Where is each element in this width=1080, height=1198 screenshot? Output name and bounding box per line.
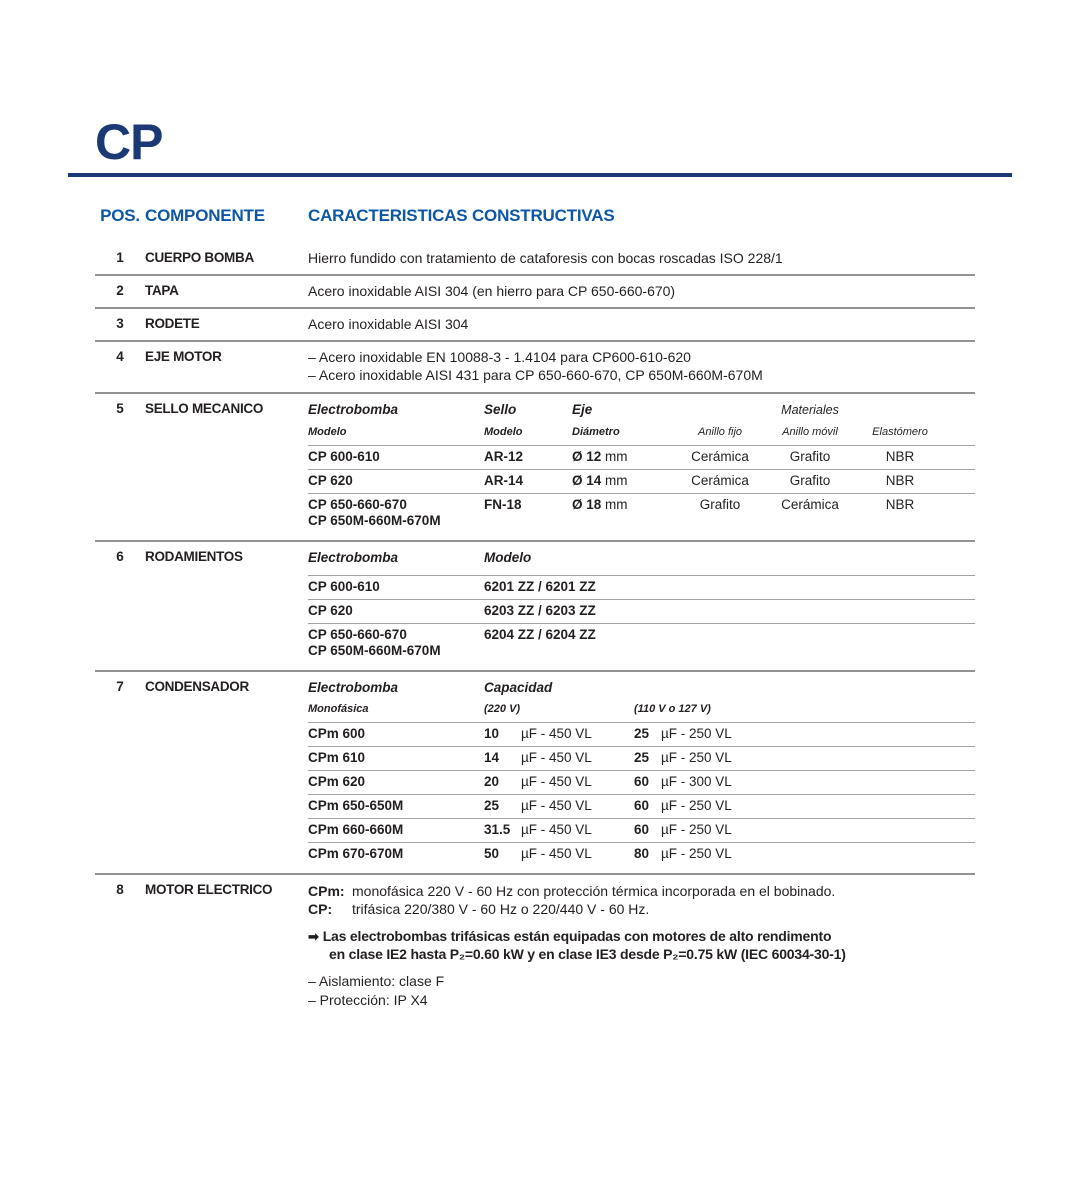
subheader-diametro: Diámetro: [572, 426, 620, 438]
capacitor-row: [308, 843, 975, 866]
subheader-anillo-fijo: Anillo fijo: [697, 426, 743, 438]
pos-number: 1: [116, 250, 124, 265]
subheader-110v: (110 V o 127 V): [634, 703, 711, 715]
table-row-tapa: [95, 276, 975, 309]
subheader-monofasica: Monofásica: [308, 703, 369, 715]
pump-model: CP 620: [308, 603, 353, 618]
capacitor-row: [308, 747, 975, 771]
capacity-110v: 60 µF - 300 VL: [634, 774, 732, 789]
mobile-ring-material: Grafito: [789, 449, 831, 464]
capacity-110v: 25 µF - 250 VL: [634, 750, 732, 765]
subtable-header-electrobomba: Electrobomba: [308, 402, 399, 417]
col-header-componente: COMPONENTE: [145, 206, 265, 225]
seal-subtable: [308, 401, 975, 533]
pump-model: CP 650-660-670 CP 650M-660M-670M: [308, 497, 441, 528]
page-title: CP: [95, 114, 163, 170]
pos-number: 7: [116, 679, 124, 694]
capacity-220v: 14 µF - 450 VL: [484, 750, 592, 765]
capacity-220v: 20 µF - 450 VL: [484, 774, 592, 789]
component-name: TAPA: [145, 283, 179, 298]
subtable-header-electrobomba: Electrobomba: [308, 550, 399, 565]
capacitor-row: [308, 795, 975, 819]
bearing-model: 6201 ZZ / 6201 ZZ: [484, 579, 596, 594]
subheader-modelo: Modelo: [308, 426, 347, 438]
bearing-model: 6204 ZZ / 6204 ZZ: [484, 627, 596, 642]
elastomer-material: NBR: [885, 473, 915, 488]
arrow-icon: ➡: [308, 929, 319, 944]
subtable-header-capacidad: Capacidad: [484, 680, 553, 695]
subtable-header-sello: Sello: [484, 402, 517, 417]
table-header-row: [95, 206, 975, 226]
subtable-header-electrobomba: Electrobomba: [308, 680, 399, 695]
table-row-sello-mecanico: [95, 394, 975, 542]
bearing-row: [308, 600, 975, 624]
efficiency-note: ➡ Las electrobombas trifásicas están equipadas con motores de alto rendimento en clase IE2 hasta P₂=0.60 kW y en clase IE3 desde P₂=0.75 kW (IEC 60034-30-1): [308, 928, 846, 962]
pump-model: CP 650-660-670 CP 650M-660M-670M: [308, 627, 441, 658]
shaft-diameter: Ø 18 mm: [572, 497, 628, 512]
seal-row: [308, 494, 975, 533]
component-description: [308, 348, 975, 385]
bearing-subtable: [308, 549, 975, 663]
component-name: EJE MOTOR: [145, 349, 222, 364]
pump-model: CP 620: [308, 473, 353, 488]
fixed-ring-material: Cerámica: [691, 449, 749, 464]
description-line: – Acero inoxidable EN 10088-3 - 1.4104 para CP600-610-620: [308, 349, 691, 365]
seal-model: AR-12: [484, 449, 524, 464]
table-row-motor-electrico: [95, 875, 975, 1016]
capacity-110v: 60 µF - 250 VL: [634, 822, 732, 837]
capacitor-row: [308, 771, 975, 795]
component-description: Hierro fundido con tratamiento de cataforesis con bocas roscadas ISO 228/1: [308, 250, 783, 266]
elastomer-material: NBR: [885, 497, 915, 512]
capacitor-subtable-subheader: [308, 701, 975, 723]
pump-model: CP 600-610: [308, 449, 380, 464]
capacitor-row: [308, 819, 975, 843]
seal-subtable-subheader: [308, 424, 975, 446]
pump-model: CPm 650-650M: [308, 798, 404, 813]
mobile-ring-material: Cerámica: [781, 497, 839, 512]
table-body: [95, 243, 975, 1016]
bearing-subtable-header: [308, 549, 975, 576]
pump-model: CPm 670-670M: [308, 846, 404, 861]
bearing-model: 6203 ZZ / 6203 ZZ: [484, 603, 596, 618]
capacity-220v: 31.5 µF - 450 VL: [484, 822, 592, 837]
component-description: Acero inoxidable AISI 304 (en hierro para CP 650-660-670): [308, 283, 676, 299]
seal-row: [308, 470, 975, 494]
seal-model: AR-14: [484, 473, 524, 488]
component-name: CONDENSADOR: [145, 679, 249, 694]
protection-class: – Protección: IP X4: [308, 991, 428, 1008]
capacitor-row: [308, 723, 975, 747]
pos-number: 4: [116, 349, 124, 364]
pos-number: 8: [116, 882, 124, 897]
shaft-diameter: Ø 12 mm: [572, 449, 628, 464]
subtable-header-materiales: Materiales: [781, 403, 839, 417]
component-name: RODETE: [145, 316, 200, 331]
capacity-110v: 25 µF - 250 VL: [634, 726, 732, 741]
pump-model: CPm 600: [308, 726, 366, 741]
pump-model: CPm 660-660M: [308, 822, 404, 837]
subheader-anillo-movil: Anillo móvil: [782, 426, 838, 438]
motor-spec-triphase: CP: trifásica 220/380 V - 60 Hz o 220/440 V - 60 Hz.: [308, 901, 650, 917]
subheader-elastomero: Elastómero: [872, 426, 928, 438]
capacity-220v: 50 µF - 450 VL: [484, 846, 592, 861]
seal-subtable-header: [308, 401, 975, 424]
table-row-condensador: [95, 672, 975, 875]
component-name: SELLO MECANICO: [145, 401, 264, 416]
pump-model: CP 600-610: [308, 579, 380, 594]
insulation-class: – Aislamiento: clase F: [308, 973, 445, 989]
table-row-rodamientos: [95, 542, 975, 672]
subheader-modelo: Modelo: [484, 426, 523, 438]
seal-model: FN-18: [484, 497, 522, 512]
pos-number: 5: [116, 401, 124, 416]
bearing-row: [308, 624, 975, 663]
pump-model: CPm 610: [308, 750, 366, 765]
seal-row: [308, 446, 975, 470]
motor-label-cp: CP:: [308, 901, 333, 917]
title-rule: [68, 173, 1012, 177]
subtable-header-modelo: Modelo: [484, 550, 532, 565]
capacity-110v: 80 µF - 250 VL: [634, 846, 732, 861]
description-line: – Acero inoxidable AISI 431 para CP 650-660-670, CP 650M-660M-670M: [308, 367, 763, 383]
fixed-ring-material: Cerámica: [691, 473, 749, 488]
capacitor-subtable-header: [308, 679, 975, 701]
datasheet-page: [0, 114, 1080, 1198]
component-name: RODAMIENTOS: [145, 549, 243, 564]
pos-number: 2: [116, 283, 124, 298]
col-header-pos: POS.: [100, 206, 140, 225]
capacity-220v: 25 µF - 450 VL: [484, 798, 592, 813]
bearing-row: [308, 576, 975, 600]
subtable-header-eje: Eje: [572, 402, 593, 417]
component-name: CUERPO BOMBA: [145, 250, 254, 265]
pos-number: 6: [116, 549, 124, 564]
component-name: MOTOR ELECTRICO: [145, 882, 273, 897]
pump-model: CPm 620: [308, 774, 366, 789]
table-row-cuerpo-bomba: [95, 243, 975, 276]
table-row-rodete: [95, 309, 975, 342]
table-row-eje-motor: [95, 342, 975, 394]
capacity-110v: 60 µF - 250 VL: [634, 798, 732, 813]
component-description: Acero inoxidable AISI 304: [308, 316, 469, 332]
shaft-diameter: Ø 14 mm: [572, 473, 628, 488]
motor-label-cpm: CPm:: [308, 883, 345, 899]
motor-spec-monophase: CPm: monofásica 220 V - 60 Hz con protección térmica incorporada en el bobinado.: [308, 883, 836, 899]
elastomer-material: NBR: [885, 449, 915, 464]
spec-table: [95, 206, 975, 1016]
fixed-ring-material: Grafito: [699, 497, 741, 512]
pos-number: 3: [116, 316, 124, 331]
capacity-220v: 10 µF - 450 VL: [484, 726, 592, 741]
subheader-220v: (220 V): [484, 703, 521, 715]
col-header-caracteristicas: CARACTERISTICAS CONSTRUCTIVAS: [308, 206, 615, 225]
mobile-ring-material: Grafito: [789, 473, 831, 488]
capacitor-subtable: [308, 679, 975, 866]
